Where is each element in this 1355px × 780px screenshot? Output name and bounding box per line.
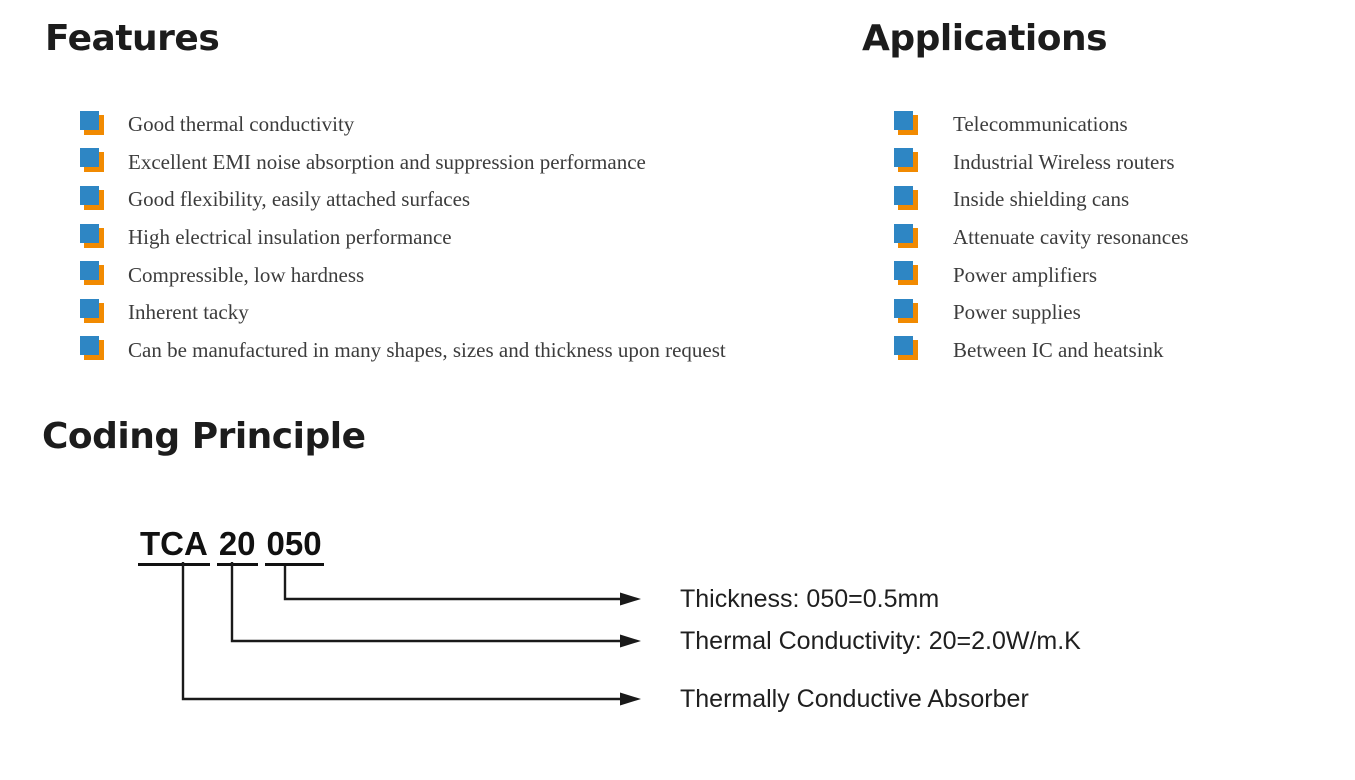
- feature-item: [45, 332, 825, 370]
- bullet-square-icon: [898, 265, 918, 285]
- application-item-label: Power supplies: [953, 300, 1081, 325]
- bullet-square-icon: [84, 340, 104, 360]
- bullet-square-icon: [898, 152, 918, 172]
- feature-item-label: Good thermal conductivity: [128, 112, 355, 137]
- feature-item-label: Can be manufactured in many shapes, sizes and thickness upon request: [128, 337, 726, 362]
- code-part-thickness: 050: [265, 527, 324, 566]
- connector-line-conductivity: [232, 562, 620, 641]
- connector-line-absorber: [183, 562, 620, 699]
- product-code: [138, 527, 324, 566]
- application-item-label: Power amplifiers: [953, 262, 1098, 287]
- code-label-absorber: Thermally Conductive Absorber: [680, 685, 1029, 713]
- bullet-square-icon: [898, 228, 918, 248]
- application-item: [862, 294, 1332, 332]
- code-label-conductivity: Thermal Conductivity: 20=2.0W/m.K: [680, 627, 1081, 655]
- application-item: [862, 144, 1332, 182]
- arrow-right-icon: [620, 593, 641, 606]
- bullet-square-icon: [898, 303, 918, 323]
- code-label-thickness: Thickness: 050=0.5mm: [680, 585, 940, 613]
- application-item-label: Telecommunications: [953, 112, 1128, 137]
- feature-item: [45, 256, 825, 294]
- bullet-square-icon: [84, 190, 104, 210]
- feature-item-label: High electrical insulation performance: [128, 225, 452, 250]
- application-item: [862, 219, 1332, 257]
- bullet-square-icon: [898, 340, 918, 360]
- code-part-prefix: TCA: [138, 527, 210, 566]
- feature-item: [45, 106, 825, 144]
- code-part-conductivity: 20: [217, 527, 258, 566]
- feature-item-label: Excellent EMI noise absorption and suppression performance: [128, 149, 646, 174]
- features-list: [45, 106, 825, 369]
- connector-line-thickness: [285, 566, 620, 599]
- bullet-square-icon: [84, 152, 104, 172]
- feature-item: [45, 294, 825, 332]
- feature-item: [45, 144, 825, 182]
- applications-heading: Applications: [862, 18, 1108, 59]
- application-item: [862, 256, 1332, 294]
- application-item-label: Industrial Wireless routers: [953, 149, 1175, 174]
- feature-item-label: Compressible, low hardness: [128, 262, 365, 287]
- bullet-square-icon: [84, 115, 104, 135]
- features-heading: Features: [45, 18, 220, 59]
- feature-item-label: Inherent tacky: [128, 300, 249, 325]
- application-item: [862, 106, 1332, 144]
- arrow-right-icon: [620, 635, 641, 648]
- bullet-square-icon: [84, 303, 104, 323]
- application-item-label: Between IC and heatsink: [953, 337, 1164, 362]
- bullet-square-icon: [898, 115, 918, 135]
- coding-principle-heading: Coding Principle: [42, 416, 366, 457]
- applications-list: [862, 106, 1332, 369]
- bullet-square-icon: [84, 265, 104, 285]
- feature-item: [45, 181, 825, 219]
- feature-item-label: Good flexibility, easily attached surfaces: [128, 187, 471, 212]
- bullet-square-icon: [898, 190, 918, 210]
- application-item-label: Inside shielding cans: [953, 187, 1130, 212]
- bullet-square-icon: [84, 228, 104, 248]
- application-item: [862, 181, 1332, 219]
- feature-item: [45, 219, 825, 257]
- arrow-right-icon: [620, 693, 641, 706]
- application-item: [862, 332, 1332, 370]
- application-item-label: Attenuate cavity resonances: [953, 225, 1189, 250]
